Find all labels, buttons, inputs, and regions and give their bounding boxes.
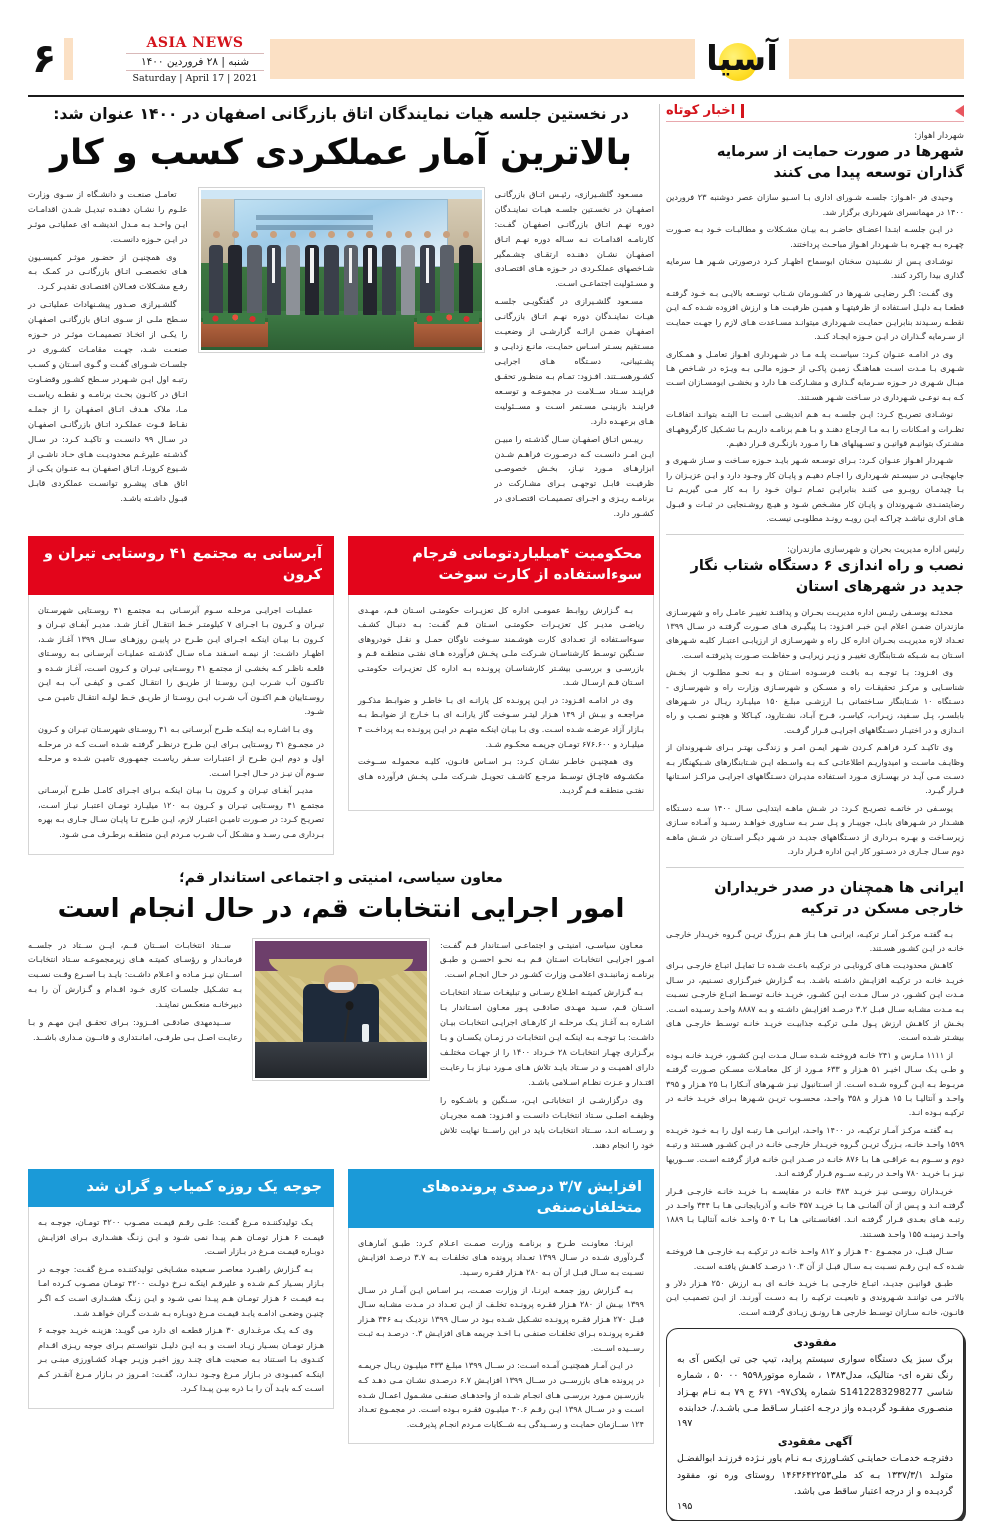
person [286, 231, 300, 314]
paragraph: کاهـش محدودیـت هـای کرونایـی در ترکیـه باعـث شـده تـا تمایـل اتبـاع خارجـی بـرای خریـد خانـه در ترکیـه افزایـش داشـته باشـد. بـه گـزارش خبرگـزاری تسـنیم، در سـال مـدت ایـن کشـور، در سـال مـدت ایـن کشـور، خریـد خانـه توسـط اتبـاع خارجـی نسـبت بـه مـدت مشـابه سـال قبـل ۳.۲ درصـد افزایـش داشـته و بـه ۸۸۸۷ واحـد رسـیده اسـت. بخـش از کاهـش ارزش پـول ملـی ترکیـه جذابیـت خریـد خانـه توسـط خارجـی هـای بیشـتر شـده اسـت. [666, 960, 964, 1043]
group-photo-chamber-of-commerce [201, 190, 482, 350]
sidebar-article[interactable] [666, 545, 964, 858]
classified-ads-box[interactable] [666, 1328, 964, 1521]
peach-banner-left [789, 39, 964, 79]
person [228, 231, 242, 314]
red-article-2[interactable] [348, 536, 654, 854]
paragraph: از ۱۱۱۱ مـارس و ۲۴۱ خانـه فروختـه شـده سـال مـدت ایـن کشـور، خریـد خانـه بـوده و طـی یـک سـال اخیـر ۵۱ هـزار و ۶۳۳ مـورد از کل معامـلات مسـکن صـورت گرفتـه مربـوط بـه ایـن گـروه شـده اسـت. از اسـتانبول نیـز شـهرهای آنـکارا بـا ۲۵ هـزار و ۳۹۵ واحـد و آنتالیـا بـا ۱۵ هـزار و ۳۵۸ واحـد، محسـوب تریـن شـهرها بـرای خریـد خانـه در ترکیـه بـوده انـد. [666, 1049, 965, 1118]
photo-frame [252, 938, 430, 1081]
blue-section [28, 1169, 654, 1444]
paragraph: خریـداران روسـی نیـز خریـد ۳۸۳ خانـه در مقایسـه بـا خریـد خانـه خارجـی قـرار گرفتـه انـد و پـس از آن آلمانـی هـا بـا خریـد ۳۵۷ خانـه و آذربایجانـی هـا بـا ۳۴۴ واحـد در رتبـه هـای بعـدی قـرار گرفتـه انـد. افغانسـتانی هـا بـا ۵۰۴ واحـد خانـه آنتالیـا بـا ۱۸۸۹ واحـد زمینـه ۱۵۵ واحـد هسـتند. [666, 1185, 964, 1239]
ad-divider [677, 1429, 953, 1436]
paragraph: وی افـزود: بـا توجـه بـه بافـت فرسـوده اسـتان و بـه نحـو مطلـوب از بخـش شناسـایی و مرکـز تحقیقـات راه و مسـکن و شهرسـازی وزارت راه و شهرسـازی - دسـتگاه ۱۰ شـتابنگار سـاختمانی بـا ارزشـی مبلـغ ۱۵۰ میلیـارد ریـال در شـهرهای بابلسـر، پـل سـفید، زیـراب، کیاسـر، فـرح آبـاد، نشـتارود، کیـاکلا و هچنـو نصـب و راه انـدازی و در اختیـار دسـتگاههای اجرایـی قـرار گرفـت. [666, 667, 964, 735]
person [440, 231, 454, 314]
ad-title: مفقودی [793, 1337, 837, 1350]
person [459, 231, 473, 314]
article-overline: رئیس اداره مدیریت بحران و شهرسازی مازندران: [787, 545, 964, 556]
paragraph: وی گفـت: اگـر رضایـی شـهرها در کشـورمان شـتاب توسـعه بالایـی بـه خـود گرفتـه قطعـا بـه دلیـل اسـتفاده از ظرفیتهـا و همیـن ظرفیـت هـا و ارزش افزوده شـده کـه ایـن نقطـه رسـیدند بنابرایـن حمایـت شـهرداری میتوانـد مسـاعدت هـای لازم را جهـت حمایـت از سـرمایه گـذاران در ایـن حـوزه ایجـاد کنـد. [666, 287, 964, 342]
paragraph: بـه گـزارش راهبـرد معاصـر سـعیده مشـایخی تولیدکننـده مـرغ گفـت: جوجـه در بـازار بسـیار کـم شـده و علیرقـم اینکـه نـرخ دولـت ۴۲۰۰ تومـان مصـوب کـرده امـا بـه قیمـت ۶ هـزار تومـان هـم پیـدا نمی شـود و ایـن زنـگ هشـداری اسـت کـه اگـر چنیـن وضعـی ادامـه یابـد قیمـت مـرغ دوبـاره بـه شـدت گـران خواهـد شـد. [38, 1263, 324, 1318]
sidebar-article[interactable] [666, 878, 964, 1319]
person [401, 231, 415, 314]
water-bottle [362, 1024, 369, 1042]
person [363, 231, 377, 314]
paragraph: مدیـر آبفـای تیـران و کـرون بـا بیـان اینکـه بـرای اجـرای کامـل طـرح آبرسـانی مجتمـع ۴۱ روسـتایی تیـران و کـرون بـه ۱۲۰ میلیـارد تومـان اعتبـار نیـاز اسـت، تصریـح کـرد: در صـورت تامیـن اعتبـار لازم، ایـن طـرح تـا پایـان سـال جـاری بـه بهره بـرداری مـی رسـد و مشـکل آب شـرب مـردم ایـن منطقـه برطـرف مـی شـود. [38, 785, 325, 839]
paragraph: یـک تولیدکننـده مـرغ گفـت: علـی رقـم قیمـت مصـوب ۴۲۰۰ تومـان، جوجـه بـه قیمـت ۶ هـزار تومـان هـم پیـدا نمی شـود و ایـن زنـگ هشـداری بـرای افزایـش دوبـاره قیمـت مـرغ در بـازار اسـت. [38, 1217, 324, 1257]
paragraph: نوشـادی پـس از نشـنیدن سخنان ابوسماح اظهـار کـرد درصورتی شـهر هـا سرمایه گذاری بیدا راکرد کنند. [666, 256, 964, 281]
paragraph: سـال قبـل، در مجمـوع ۴۰ هـزار و ۸۱۲ واحـد خانـه در ترکیـه بـه خارجـی هـا فروختـه شـده کـه ایـن رقـم نسـبت بـه سـال قبـل از آن ۱۰.۳ درصـد کاهـش یافتـه اسـت. [666, 1246, 964, 1271]
page-number: ۶ [32, 36, 57, 82]
feature2-column-right [28, 938, 242, 1156]
lead-column-left [495, 187, 655, 524]
play-triangle-icon [955, 105, 964, 117]
paragraph: وی کـه یـک مرغـداری ۳۰ هـزار قطعـه ای دارد می گویـد: هزینـه خریـد جوجـه ۶ هـزار تومـان بسـیار زیـاد اسـت و بـه ایـن دلیـل نتوانسـتم بـرای جوجه ریـزی اقـدام کنـدوی بـا اسـتناد بـه صحبت هـای چنـد روز اخیـر وزیـر جهـاد کشـاورزی مبنـی بـر اینکـه کمبـودی در بـازار مـرغ وجـود نـدارد، گفـت: امـروز در بـازار مـرغ آنقـدر کـم اسـت کـه بایـد آن را بـا ذره بیـن پیـدا کـرد. [38, 1325, 324, 1394]
paragraph: ســتاد انتخابـات اســتان قــم، ایــن ســتاد در جلســه فرمانـدار و رؤسـای کمیتـه هـای زیرمجموعـه سـتاد انتخابـات اســتان نیـز مـاده و اعـلام داشـت: بایـد بـا اسـرع وقـت نسـبت بـه تشـکیل جلسـات کاری خـود اقـدام و گـزارش آن را بـه دبیرخانـه منعکـس نماینـد. [28, 939, 242, 1010]
blue-body [348, 1228, 654, 1444]
person [420, 231, 434, 314]
paragraph: محدثـه یوسـفی رئیـس اداره مدیریـت بحـران و پدافنـد تغییـر عامـل راه و شهرسـازی مازندران ضمـن اعلام ایـن خبـر افـزود: بـا پیگیـری هـای صـورت گرفتـه در سـال ۱۳۹۹ تعـداد لازه مدیریـت بحـران اداره کل راه و شهرسـازی از ارزیابـی اعتبـار کلیـه شـهرهای اسـتان بـه شـبکه شـتابنگاری تغییـر و زیـر زیرایـی و حفاظـت صـورت پذیرفتـه اسـت. [666, 606, 964, 660]
person [324, 231, 338, 314]
masthead-rule [28, 95, 964, 97]
feature2-column-left [440, 938, 654, 1156]
person [344, 231, 358, 314]
date-persian: شنبه | ۲۸ فروردین ۱۴۰۰ [126, 53, 264, 71]
paragraph: بـه گفتـه مرکـز آمـار ترکیـه، در ۱۴۰۰ واحـد، ایرانـی هـا رتبـه اول را بـه خـود خریـده ۱۵۹۹ واحـد خانـه، بـزرگ تریـن گـروه خریـدار خارجـی خانـه در ایـن کشـور هسـتند و رتبـه دوم و ســوم بـه عراقـی هـا بـا ۸۷۶ خانـه در صـدر ایـن خانـه فراز گرفتـه اسـت. ســوریها نیـز بـا خریـد ۷۸۰ واحـد در رتبـه ســوم قـرار گرفتـه انـد. [666, 1124, 964, 1179]
paragraph: در ایـن جلسـه ابتـدا اعضـای حاضـر بـه بیـان مشـکلات و مطالبـات خـود بـه صـورت چهـره بـه چهـره بـا شـهردار اهـواز مباحـث پرداختند. [666, 224, 964, 249]
divider [666, 867, 964, 868]
sidebar-kicker-row [666, 104, 964, 122]
paragraph: معـاون سیاسـی، امنیتـی و اجتماعـی اسـتاندار قـم گفـت: امـور اجرایـی انتخابـات اسـتان قـم بـه نحـو احسـن و طبـق برنامـه زمانبنـدی اعلامـی وزارت کشـور در حـال انجـام اسـت. [440, 939, 654, 980]
person [267, 231, 281, 314]
masthead [28, 28, 964, 90]
paragraph: طبـق قوانیـن جدیـد، اتبـاع خارجـی بـا خریـد خانـه ای بـه ارزش ۲۵۰ هـزار دلار و بالاتـر می تواننـد شـهروندی و تابعیـت ترکیـه را بـه دسـت آورنـد. از ایـن تصمیـب ایـن قانـون، خانـه سـازان توسـط خارجی هـا رونـق زیـادی گرفتـه اسـت. [666, 1277, 964, 1317]
logo[interactable] [699, 30, 785, 88]
red-headline: آبرسانی به مجتمع ۴۱ روستایی تیران و کرون [28, 536, 334, 594]
paragraph: مسـعود گلشـیرازی، رئیـس اتـاق بازرگانـی اصفهـان در نخسـتین جلسـه هیـات نماینـدگان دوره نهـم اتـاق بازرگانـی اصفهـان گفـت: کارنامـه اقدامـات نـه سـاله دوره نهـم اتـاق اصفهـان نشـان دهنـده ارتقـای چشـمگیر شـاخصهای عملکـردی در حـوزه هـای اقتصـادی و مسـئولیت اجتماعـی اسـت. [494, 188, 654, 289]
sidebar-article[interactable] [666, 131, 964, 525]
peach-accent-bar [64, 38, 73, 80]
paragraph: گلشـیرازی صـدور پیشـنهادات عملیاتـی در سـطح ملـی از سـوی اتـاق بازرگانـی اصفهـان را یکـی از اتخـاذ تصمیمـات موثـر در حـوزه صنعـت شـد، جهـت مقامـات کشـوری در جلسـات شـورای گفـت و گـوی اسـتان و کسـب رتبـه اول ایـن شـهردر سـطح کشـور وقضـاوت اتـاق در کانـون بحـث برنامـه و نقطـه ریاسـت مـا، ملاک هـدف اتـاق اصفهـان را از جملـه نقـاط قـوت عملکـرد اتـاق بازرگانـی اصفهـان در سـال ۹۹ دانسـت و تاکیـد کـرد: در سـال گذشـته علیرغـم محدودیـت هـای حـاد ناشـی از شـیوع کرونـا، اتـاق اصفهـان بـه عنـوان یکـی از اتاق هـای پیشـرو توانسـت عملکردی قابـل قبـول داشـته باشـد. [28, 299, 188, 504]
sidebar-divider [659, 104, 660, 1387]
red-body [28, 595, 334, 855]
blue-headline: جوجه یک روزه کمیاب و گران شد [28, 1169, 334, 1207]
article-body [666, 190, 964, 525]
brand-name-en: ASIA NEWS [146, 34, 244, 51]
paragraph: یوسـفی در خاتمـه تصریـح کـرد: در شـش ماهـه ابتدایـی سـال ۱۴۰۰ سـه دسـتگاه هشـدار در شـهرهای بابـل، جویبـار و پـل سـر بـه سـاوری خواهـد رسـید و آمـاده سـازی زیرسـاخت و بهـره بـرداری از دسـتگاههای جدیـد در شـهر دیگـر اسـتان در شـش ماهـه دوم سـال جـاری در دسـتور کار ایـن اداره قـرار دارد. [666, 802, 964, 857]
page-number-block [28, 38, 120, 80]
paragraph: وحیدی فر -اهـواز: جلسـه شـورای اداری بـا اسـیو سازان عصر دوشنبه ۲۳ فروردین ۱۴۰۰ در مهمانسرای شهرداری برگزار شد. [666, 192, 964, 217]
article-body [666, 605, 964, 859]
paragraph: وی بـا اشـاره بـه اینکـه طـرح آبرسـانی بـه ۴۱ روسـتای شهرسـتان تیـران و کـرون در مجمـوع ۴۱ روسـتایی بـرای ایـن طـرح درنظـر گرفتـه شـده اسـت کـه در مرحلـه اول و دوم ایـن طـرح از اعتبـارات سـفر ریاسـت جمهـوری تامیـن شـده و مرحلـه سـوم آن نیـز در حـال اجـرا اسـت. [38, 724, 325, 778]
short-news-sidebar [666, 103, 965, 1513]
blue-article-2[interactable] [348, 1169, 654, 1444]
paragraph: بـه گـزارش کمیتـه اطـلاع رسـانی و تبلیغـات سـتاد انتخابـات اسـتان قـم، سـید مهـدی صادقـی پـور معـاون اسـتاندار بـا اشـاره بـه آغـاز یـک مرحلـه از کارهـای اجرایـی انتخابـات بیـان داشـت: بـا توجـه بـه اینکـه ایـن انتخابـات در زمـان یکسـان و بـا برگـزاری چهـار انتخابـات ۲۸ خـرداد ۱۴۰۰ را از جهـات مختلـف دارای اهمیـت و در سـتاد بایـد تلاش هـای مـورد نیـاز بـا رعایـت اقتـدار و عـزت نظـام اسـلامی باشـد. [440, 987, 655, 1087]
feature2-overline: معاون سیاسی، امنیتی و اجتماعی استاندار قم؛ [179, 869, 503, 886]
flower-planter-right [414, 318, 481, 347]
paragraph: وی همچنیـن از حضـور موثـر کمیسـیون هـای تخصصـی اتـاق بازرگانـی در کمـک بـه رفـع مشـکلات فعـالان اقتصـادی تقدیـر کـرد. [28, 251, 188, 292]
red-article-1[interactable] [28, 536, 334, 854]
paragraph: مسـعود گلشـیرازی در گفتگویـی جلسـه هیـات نماینـدگان دوره نهـم اتـاق بازرگانـی اصفهـان ضمـن ارائـه گزارشـی از وضعیـت مسـتقیم بسـتر اسـاس حمایـت، مانـع زدایـی و پشـتیبانی، دسـتگاه هـای اجرایـی کشـورهســتند. افـزود: تمـام بـه منظـور تحقـق فراینـد سـتاد ســلامت در مجموعـه و توسـعه فراینـد بازبینـی مسـتمر اسـت و مســئولیت هـای برعهـده دارد. [494, 296, 654, 426]
paragraph: رییـس اتـاق اصفهـان سـال گذشـته را مبیـن ایـن امـر دانسـت کـه درصـورت فراهـم شـدن ابزارهـای مـورد نیـاز، بخـش خصوصـی ظرفیـت قابـل توجهـی بـرای مشـارکت در برنامـه ریـزی و اجـرای تصمیمـات اقتصـادی در کشـور دارد. [494, 433, 654, 519]
person [305, 231, 319, 314]
flower-planter-left [201, 318, 268, 347]
article-body [666, 927, 964, 1320]
peach-banner-right [270, 39, 695, 79]
article-overline: شهردار اهواز: [914, 131, 964, 142]
photo-desk [255, 1042, 427, 1078]
paragraph: در ایـن آمـار همچنیـن آمـده اسـت: در ســال ۱۳۹۹ مبلـغ ۴۳۳ میلیـون ریـال جریمـه در پرونده هـای بازرســی در ســال ۱۳۹۹ افزایـش ۶.۷ درصـدی نشـان مـی دهـد کـه بازرسـین مـورد بررسـی هـای انجـام شـده از واحدهـای صنفـی مشـمول اعمـال شـده اسـت و در ســال ۱۳۹۸ ایـن رقـم ۴۰.۶ میلیـون فقـره بـوده اسـت. در مجمـوع تعـداد ۱۲۴ ســازمان حمایـت و رســیدگی بـه شــکایات مـردم انجـام پذیرفـت. [358, 1360, 645, 1429]
paragraph: بـه گـزارش روز جمعـه ایرنـا، از وزارت صمـت، بـر اسـاس ایـن آمـار در سـال ۱۳۹۹ بیـش از ۲۸۰ هـزار فقـره پرونـده تخلـف از ایـن تعـداد در مـدت مشـابه سـال قبـل ۲۷۰ هـزار فقـره پرونـده تشـکیل شـده بـود در سـال ۱۳۹۹ نزدیـک بـه ۳۴۶ هـزار فقـره پرونـده بـرای تخلفـات صنفـی بـا اخـذ جریمه هـای افزایـش ۰.۳ درصـد بـه ثبـت رســیده اســت. [358, 1284, 645, 1353]
person [382, 231, 396, 314]
ad-code: ۱۹۷ [677, 1418, 693, 1430]
ad-text: برگ سبز یک دستگاه سواری سیستم پراید، تیپ جی تی ایکس آی به رنگ نقره ای- متالیک، مدل۱۳۸۳ ، شماره موتور۹۵۹۸ ۰۰ ۵۰ ، شماره شاسی S1412283298277 شماره پلاک۹۷- ۶۷۱ ج ۷۹ بـه نـام بهـزاد منصـوری مفقـود گردیـده واز درجـه اعتبـار سـاقط مـی باشـد./. خدابنده [677, 1354, 953, 1414]
person [209, 231, 223, 314]
article-headline: نصب و راه اندازی ۶ دستگاه شتاب نگار جدید در شهرهای استان [690, 558, 964, 595]
blue-article-1[interactable] [28, 1169, 334, 1444]
divider [666, 534, 964, 535]
blue-body [28, 1207, 334, 1409]
official-at-podium-photo [255, 941, 427, 1078]
lead-columns [28, 187, 654, 524]
paragraph: وی در ادامـه عنـوان کـرد: سیاسـت پلـه مـا در شـهرداری اهـواز تعامـل و همـکاری شـهری بـا مـدت اسـت هماهنـگ زمیـن پاکـی از حـوزه مالـی بـه ویـژه در شـاخص هـا مبـال شـهری در حـوزه سـرمایه گـذاری و مشـارکت هـا دارد و بخشـی ابومسـازان اسـت کـه بـه نوعـی شـهرداری در سـاخت شـهر هسـتند. [666, 348, 964, 402]
red-section [28, 536, 654, 854]
feature2-headline: امور اجرایی انتخابات قم، در حال انجام است [57, 893, 625, 924]
paragraph: ایرنـا: معاونـت طـرح و برنامـه وزارت صمـت اعـلام کـرد: طبـق آمارهـای گـردآوری شـده در سـال ۱۳۹۹ تعـداد پرونده هـای تخلفـات بـه ۳.۷ درصـد افزایـش نسـبت بـه سـال قبـل از آن بـه ۲۸۰ هـزار فقـره رسـید. [358, 1237, 644, 1277]
second-feature-article[interactable] [28, 869, 654, 1156]
article-headline: ایرانی ها همچنان در صدر خریداران خارجی مسکن در ترکیه [714, 880, 964, 918]
person [247, 231, 261, 314]
paragraph: عملیـات اجرایـی مرحلـه سـوم آبرسـانی بـه مجتمـع ۴۱ روسـتایی شهرسـتان تیـران و کـرون بـا اجـرای ۷ کیلومتـر خـط انتقـال آغـاز شـد. مدیـر آبفـای تیـران و کـرون بـا بیـان اینکـه اجـرای ایـن طـرح در پاییـن روزهـای سـال ۱۳۹۹ آغـاز شـد، اظهـار داشـت: از نیمـه اسـفند مـاه سـال گذشـته عملیـات آبرسـانی بـه روسـتای قلعـه ناظـر کـه بخشـی از مجتمـع ۴۱ روسـتایی تیـران و کـرون اسـت، آغـاز شـده و تاکنـون آب شـرب ایـن روسـتا از طریـق را انتقـال کمـی و کیفـی آب بـه ایـن روسـتاییان هـم اکنـون آب شـرب ایـن روسـتا از طریـق خـط لولـه انتقـال تامیـن مـی شـود. [38, 604, 324, 717]
logo-wordmark: آسیا [706, 39, 778, 79]
paragraph: وی همچنیـن خاطـر نشـان کـرد: بـر اسـاس قانـون، کلیـه محمولـه ســوخت مکشـوفه قاچـاق توسـط مرجـع کاشـف تحویـل شـرکت ملـی پخـش فرآورده هـای نفتـی منطقـه قـم گردیـد. [358, 756, 644, 796]
paragraph: وی تاکیـد کـرد فراهـم کـردن شـهر ایمـن امـر و زندگـی بهتـر بـرای شـهروندان از وظایـف ماسـت و امیدواریـم اطلاعاتـی کـه بـه واسـطه ایـن شـتابنگارهای شـبکهنگار بـه دسـت مـی آیـد در بهسـازی مـورد اسـتفاده مدیـران دسـتگاههای اجرایـی مراکـز اسـتانها قـرار گیـرد. [666, 742, 964, 796]
photo-people-row [209, 231, 473, 314]
sidebar-section-title: اخبار کوتاه [666, 104, 744, 118]
paragraph: تعامـل صنعـت و دانشـگاه از سـوی وزارت علـوم را نشـان دهنـده تبدیـل شـدن اقدامـات ایـن واحـد بـه مـدل اندیشـه ای عملیاتـی موثـر در ایـن حـوزه دانسـت. [28, 188, 188, 244]
ad-text: دفترچـه خدمـات حمایتـی کشـاورزی بـه نـام یاور نـژده فرزنـد ابوالفضـل متولـد ۱۳۳۷/۳/۱ بـه کد ملی۱۴۶۳۶۴۲۲۵۳ روستای وره نو، مفقود گردیـده و از درجه اعتبار ساقط می باشد. [677, 1453, 954, 1497]
lead-overline: در نخستین جلسه هیات نمایندگان اتاق بازرگانی اصفهان در ۱۴۰۰ عنوان شد: [53, 105, 629, 123]
red-body [348, 595, 654, 811]
blue-headline: افزایش ۳/۷ درصدی پرونده‌های متخلفان‌صنفی [348, 1169, 654, 1227]
lead-photo-cell [198, 187, 485, 524]
paragraph: وی در ادامـه افـزود: در ایـن پرونـده کل یارانـه ای بـا خاطـر و ضوابـط مذکـور مراجعـه و بیـش از ۱۴۹ هـزار لیتـر سـوخت گاز یارانـه ای بـا خـارج از ضوابـط بـه بـازار آزاد عرضـه شـده اسـت. وی بـا بیـان اینکـه متهـم در ایـن پرونـده بـه پرداخـت ۴ میلیـارد و ۶۷۶.۶۰۰ تومـان جریمـه محکـوم شـد. [358, 694, 644, 749]
date-block [120, 35, 270, 84]
feature2-photo-cell [252, 938, 430, 1156]
main-content [28, 104, 655, 1429]
lead-column-right [28, 187, 188, 524]
paragraph: شـهردار اهـواز عنـوان کـرد: بـرای توسـعه شـهر بایـد حـوزه سـاخت و سـاز شـهری و جابهجایـی در سیسـتم شـهرداری را اجـام دهیـم و پایـان کار وجـود دارد و ایـن عزیـزان را بـا چیدمـان روبـرو می کننـد بنابرایـن تمـام تـوان خـود را بـه کار مـی گیریـم تـا رضایتمنـدی شـهروندان و پایـان کار مشـخص شـود و هیـچ روشـنجایی در ثبـات و قبـول هـای اداری نباشـد چراکـه ایـن رویـه رونـد مطلوبـی نیسـت. [666, 455, 964, 523]
paragraph: نوشـادی تصریـح کـرد: ایـن جلسـه بـه هـم اندیشـی اسـت تـا البتـه بتوانـد اتفاقـات تظـرات و امـکانات را بـه مـا ارجـاع دهنـد و بـا هـم برنامـه داریـم بـا تشـکیل کارگروههـای مشـترک بتوانیـم قوانیـن و تسـهیلهای هـا را مـورد بازنگـری قـرار دهیـم. [666, 409, 964, 448]
paragraph: بـه گفتـه مرکـز آمـار ترکیـه، ایرانـی هـا بـاز هـم بـزرگ تریـن گـروه خریـدار خارجـی خانـه در ایـن کشـور هسـتند. [666, 928, 964, 954]
date-english: Saturday | April 17 | 2021 [132, 72, 258, 84]
ad-title: آگهی مفقودی [777, 1436, 853, 1449]
feature2-columns [28, 938, 654, 1156]
article-headline: شهرها در صورت حمایت از سرمایه گذاران توسعه پیدا می کنند [716, 144, 964, 181]
paragraph: وی درگزارشـی از انتخاباتـی ایـن، سـنگین و باشـکوه را وظیفـه اصلـی سـتاد انتخابـات دانسـت و افـزود: همـه مجریـان و رســانه انـد، ســتاد انتخابـات باید در این راســتا نهایت تلاش خود را انجام دهند. [440, 1094, 654, 1150]
ad-code: ۱۹۵ [677, 1501, 693, 1513]
lead-article[interactable] [28, 104, 654, 524]
paragraph: ســیدمهدی صادقـی افــزود: بـرای تحقـق ایـن مهـم و بـا رعایـت اصـل بـی طرفـی، امانـتداری و قانــون مـداری باشــد. [28, 1017, 242, 1043]
face-mask-icon [328, 982, 354, 990]
photo-frame [198, 187, 485, 353]
red-headline: محکومیت ۴میلیاردتومانی فرجام سوءاستفاده از کارت سوخت [348, 536, 654, 594]
lead-headline: بالاترین آمار عملکردی کسب و کار [49, 133, 633, 174]
paragraph: بـه گـزارش روابـط عمومـی اداره کل تعزیـرات حکومتـی اسـتان قـم، مهـدی ریاضـی مدیـر کل تعزیـرات حکومتـی اسـتان قـم گفـت: بـه دنبـال کشـف سوءاسـتفاده از تعـدادی کارت هوشـمند سـوخت ناوگان حمـل و نقـل خودروهای سـنگین توسـط کارشناسـان شـرکت ملـی پخـش فرآورده هـای نفتـی منطقـه قـم و بازرسـی و بررسـی بیشـتر کارشناسـان پرونـده بـه اداره کل تعزیـرات حکومتـی اسـتان قـم ارسـال شـد. [358, 604, 644, 688]
